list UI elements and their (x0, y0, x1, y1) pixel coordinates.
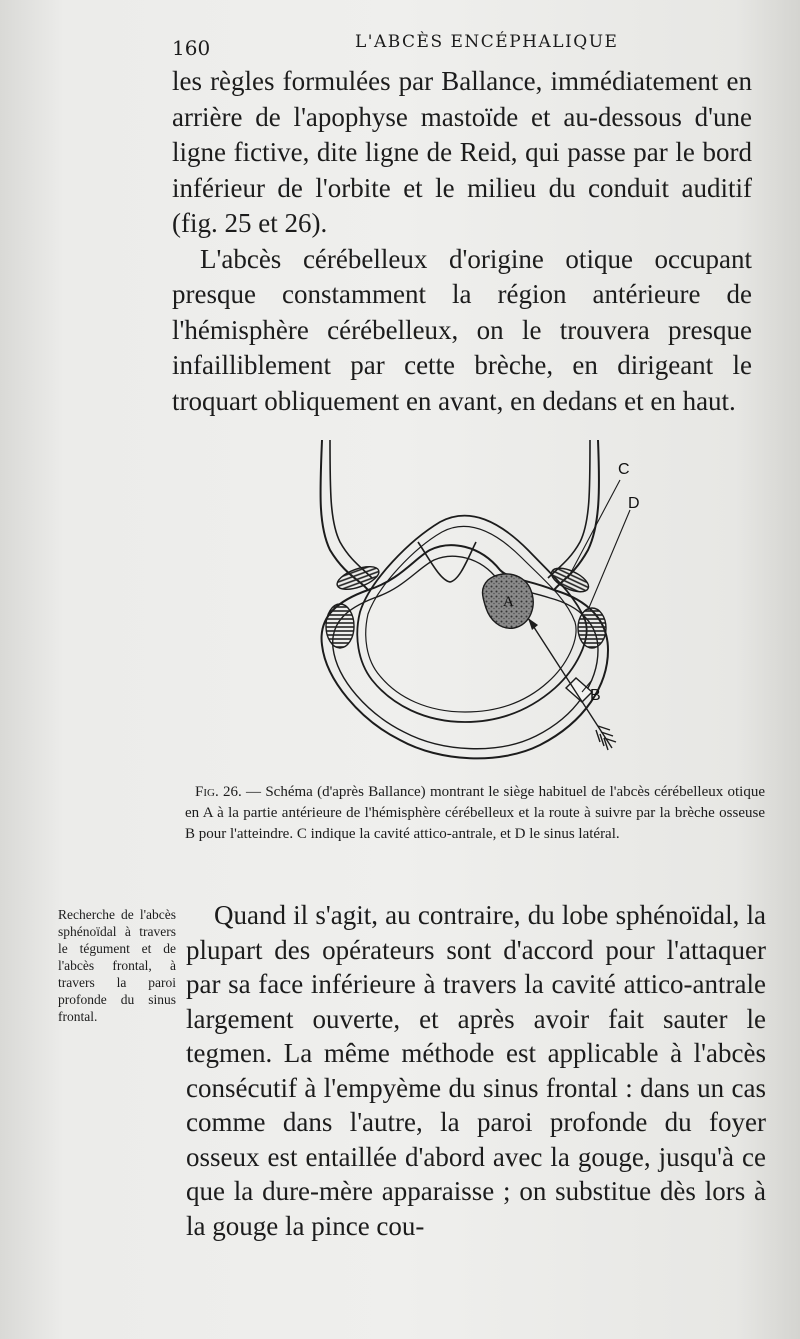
caption-label: Fig. 26. (195, 784, 242, 800)
caption-text: — Schéma (d'après Ballance) montrant le siège habituel de l'abcès cérébelleux otique en A à la partie antérieure de l'hémisphère cérébelleux et la route à suivre par la brèche osseuse B pour l'atteindre. C indique la cavité attico-antrale, et D le sinus latéral. (185, 784, 766, 842)
paragraph-cerebellar-abscess: L'abcès cérébelleux d'origine otique occupant presque constamment la région antérieure de l'hémisphère cérébelleux, on le trouvera presque infailliblement par cette brèche, en dirigeant le troquart obliquement en avant, en dedans et en haut. (172, 243, 752, 416)
page-header (0, 28, 800, 60)
paragraph-sphenoidal-lobe: Quand il s'agit, au contraire, du lobe sphénoïdal, la plupart des opérateurs sont d'accord pour l'attaquer par sa face inférieure à travers la cavité attico-antrale largement ouverte, et après avoir fait sauter le tegmen. La même méthode est applicable à l'abcès consécutif à l'empyème du sinus frontal : dans un cas comme dans l'autre, la paroi profonde du foyer osseux est entaillée d'abord avec la gouge, jusqu'à ce que la dure-mère apparaisse ; on substitue dès lors à la gouge la pince cou- (186, 900, 766, 1241)
right-upper-sinus (548, 563, 592, 596)
marginal-note: Recherche de l'abcès sphénoïdal à travers le tégument et de l'abcès frontal, à travers la paroi profonde du sinus frontal. (58, 907, 176, 1024)
paragraph-continued: les règles formulées par Ballance, immédiatement en arrière de l'apophyse mastoïde et au-dessous d'une ligne fictive, dite ligne de Reid, qui passe par le bord inférieur de l'orbite et le milieu du conduit auditif (fig. 25 et 26). (172, 66, 752, 238)
right-lower-sinus (578, 608, 606, 648)
right-outer-wall (554, 440, 599, 590)
pointer-c (568, 480, 620, 578)
label-a: A (503, 594, 514, 610)
cerebellar-chamber (357, 516, 586, 722)
trocar-arrowhead (528, 618, 538, 630)
running-title: L'ABCÈS ENCÉPHALIQUE (355, 32, 619, 52)
pointer-d (588, 510, 630, 610)
trocar-fletching (596, 726, 616, 750)
left-lower-sinus (326, 604, 354, 648)
figure-26-diagram (300, 430, 660, 775)
body-text-top (172, 64, 752, 419)
figure-caption (185, 782, 765, 845)
left-inner-wall (330, 440, 372, 578)
page-number: 160 (172, 36, 211, 60)
label-c: C (618, 461, 630, 478)
label-b: B (590, 687, 601, 704)
label-d: D (628, 495, 640, 512)
